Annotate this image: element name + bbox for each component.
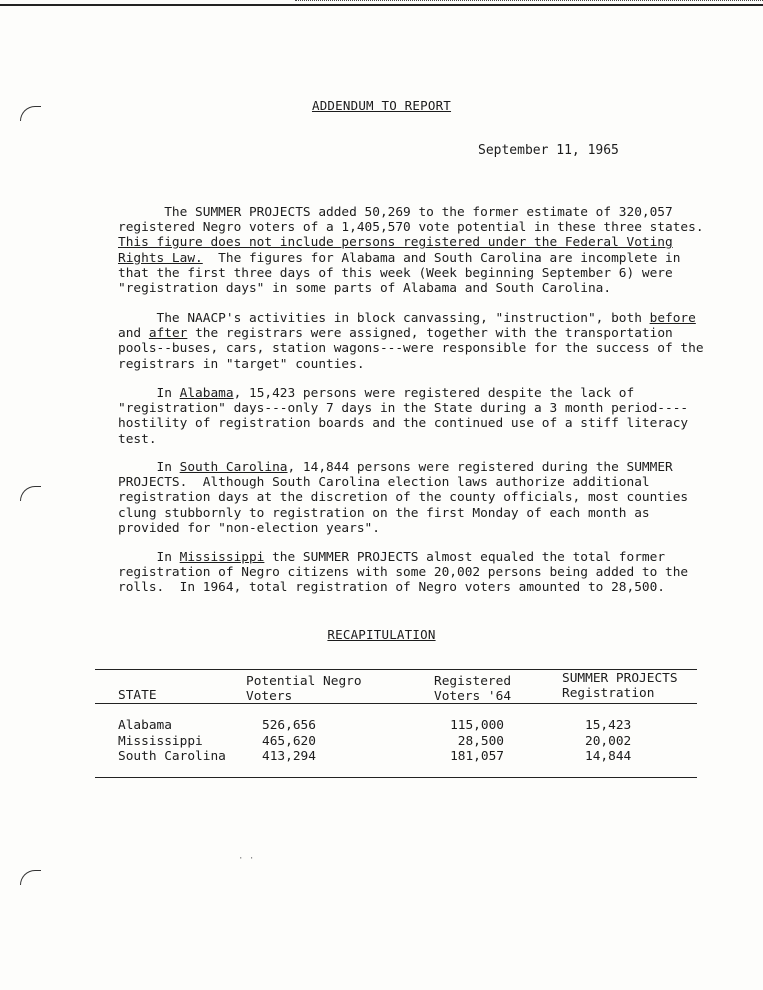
header-line: Voters xyxy=(246,689,293,705)
table-cell-state: Mississippi xyxy=(118,734,203,749)
underlined-state: South Carolina xyxy=(179,460,288,475)
header-state: STATE xyxy=(118,688,157,703)
scan-smudge: · · xyxy=(238,854,255,864)
underlined-state: Mississippi xyxy=(179,550,265,565)
paragraph-line: that the first three days of this week (Week beginning September 6) were xyxy=(118,265,673,281)
top-edge-dots xyxy=(295,0,763,4)
paragraph-text: The NAACP's activities in block canvassing, "instruction", both xyxy=(118,311,650,326)
paragraph-text: the registrars were assigned, together with the transportation xyxy=(187,326,673,342)
document-date: September 11, 1965 xyxy=(478,143,619,158)
header-line: Potential Negro xyxy=(246,674,362,689)
table-cell-summer: 20,002 xyxy=(585,734,632,749)
paragraph-line: The SUMMER PROJECTS added 50,269 to the former estimate of 320,057 xyxy=(118,205,673,220)
top-edge-line xyxy=(0,4,763,6)
paragraph-line: registration days at the discretion of the county officials, most counties xyxy=(118,490,689,506)
table-top-rule xyxy=(95,669,697,670)
recapitulation-title: RECAPITULATION xyxy=(327,627,436,642)
paragraph-summer-projects xyxy=(118,205,704,296)
paragraph-text: , 15,423 persons were registered despite the lack of xyxy=(233,386,635,401)
paragraph-mississippi xyxy=(118,550,688,596)
paragraph-text: In xyxy=(118,460,180,475)
header-line: Voters '64 xyxy=(434,689,512,705)
paragraph-line xyxy=(118,326,704,341)
paragraph-naacp-activities xyxy=(118,311,704,372)
paragraph-line: rolls. In 1964, total registration of Negro voters amounted to 28,500. xyxy=(118,580,666,596)
table-cell-state: South Carolina xyxy=(118,749,226,764)
paragraph-line: registration of Negro citizens with some 20,002 persons being added to the xyxy=(118,565,689,581)
punch-hole-mark-bottom xyxy=(20,870,41,885)
paragraph-line-underlined: This figure does not include persons registered under the Federal Voting xyxy=(118,235,673,251)
table-cell-potential: 413,294 xyxy=(262,749,316,764)
table-cell-potential: 526,656 xyxy=(262,718,316,733)
paragraph-line xyxy=(118,386,688,401)
paragraph-line xyxy=(118,311,704,326)
table-bottom-rule xyxy=(95,777,697,778)
paragraph-line: PROJECTS. Although South Carolina election laws authorize additional xyxy=(118,475,650,491)
paragraph-line: hostility of registration boards and the continued use of a stiff literacy xyxy=(118,416,689,432)
table-cell-summer: 15,423 xyxy=(585,718,632,733)
header-line: Registration xyxy=(562,686,655,702)
paragraph-line xyxy=(118,251,704,266)
paragraph-line: provided for "non-election years". xyxy=(118,520,380,536)
paragraph-text: In xyxy=(118,386,180,401)
table-cell-summer: 14,844 xyxy=(585,749,632,764)
paragraph-line: "registration days" in some parts of Alabama and South Carolina. xyxy=(118,281,612,297)
header-potential-voters xyxy=(246,674,362,704)
table-header-rule xyxy=(95,703,697,704)
underlined-phrase: Rights Law. xyxy=(118,250,203,266)
paragraph-line: pools--buses, cars, station wagons---were responsible for the success of the xyxy=(118,341,704,357)
paragraph-text: The figures for Alabama and South Carolina are incomplete in xyxy=(202,250,681,266)
underlined-word: after xyxy=(148,326,188,342)
paragraph-line: test. xyxy=(118,431,157,447)
paragraph-text: the SUMMER PROJECTS almost equaled the total former xyxy=(264,550,666,565)
paragraph-south-carolina xyxy=(118,460,688,536)
header-line: SUMMER PROJECTS xyxy=(562,671,678,686)
paragraph-line: "registration" days---only 7 days in the State during a 3 month period---- xyxy=(118,401,689,417)
paragraph-line: registrars in "target" counties. xyxy=(118,356,365,372)
punch-hole-mark-middle xyxy=(20,486,41,501)
paragraph-text: , 14,844 persons were registered during the SUMMER xyxy=(287,460,673,475)
paragraph-line xyxy=(118,550,688,565)
paragraph-line: clung stubbornly to registration on the first Monday of each month as xyxy=(118,505,650,521)
header-line: Registered xyxy=(434,674,512,689)
header-summer-projects xyxy=(562,671,678,701)
paragraph-alabama xyxy=(118,386,688,447)
underlined-word: before xyxy=(649,311,696,326)
paragraph-text: In xyxy=(118,550,180,565)
table-cell-potential: 465,620 xyxy=(262,734,316,749)
page-title: ADDENDUM TO REPORT xyxy=(311,98,452,113)
paragraph-line xyxy=(118,460,688,475)
underlined-state: Alabama xyxy=(179,386,234,401)
paragraph-text: and xyxy=(118,326,149,342)
table-cell-state: Alabama xyxy=(118,718,172,733)
paragraph-line: registered Negro voters of a 1,405,570 vote potential in these three states. xyxy=(118,220,704,236)
header-registered-voters xyxy=(434,674,511,704)
